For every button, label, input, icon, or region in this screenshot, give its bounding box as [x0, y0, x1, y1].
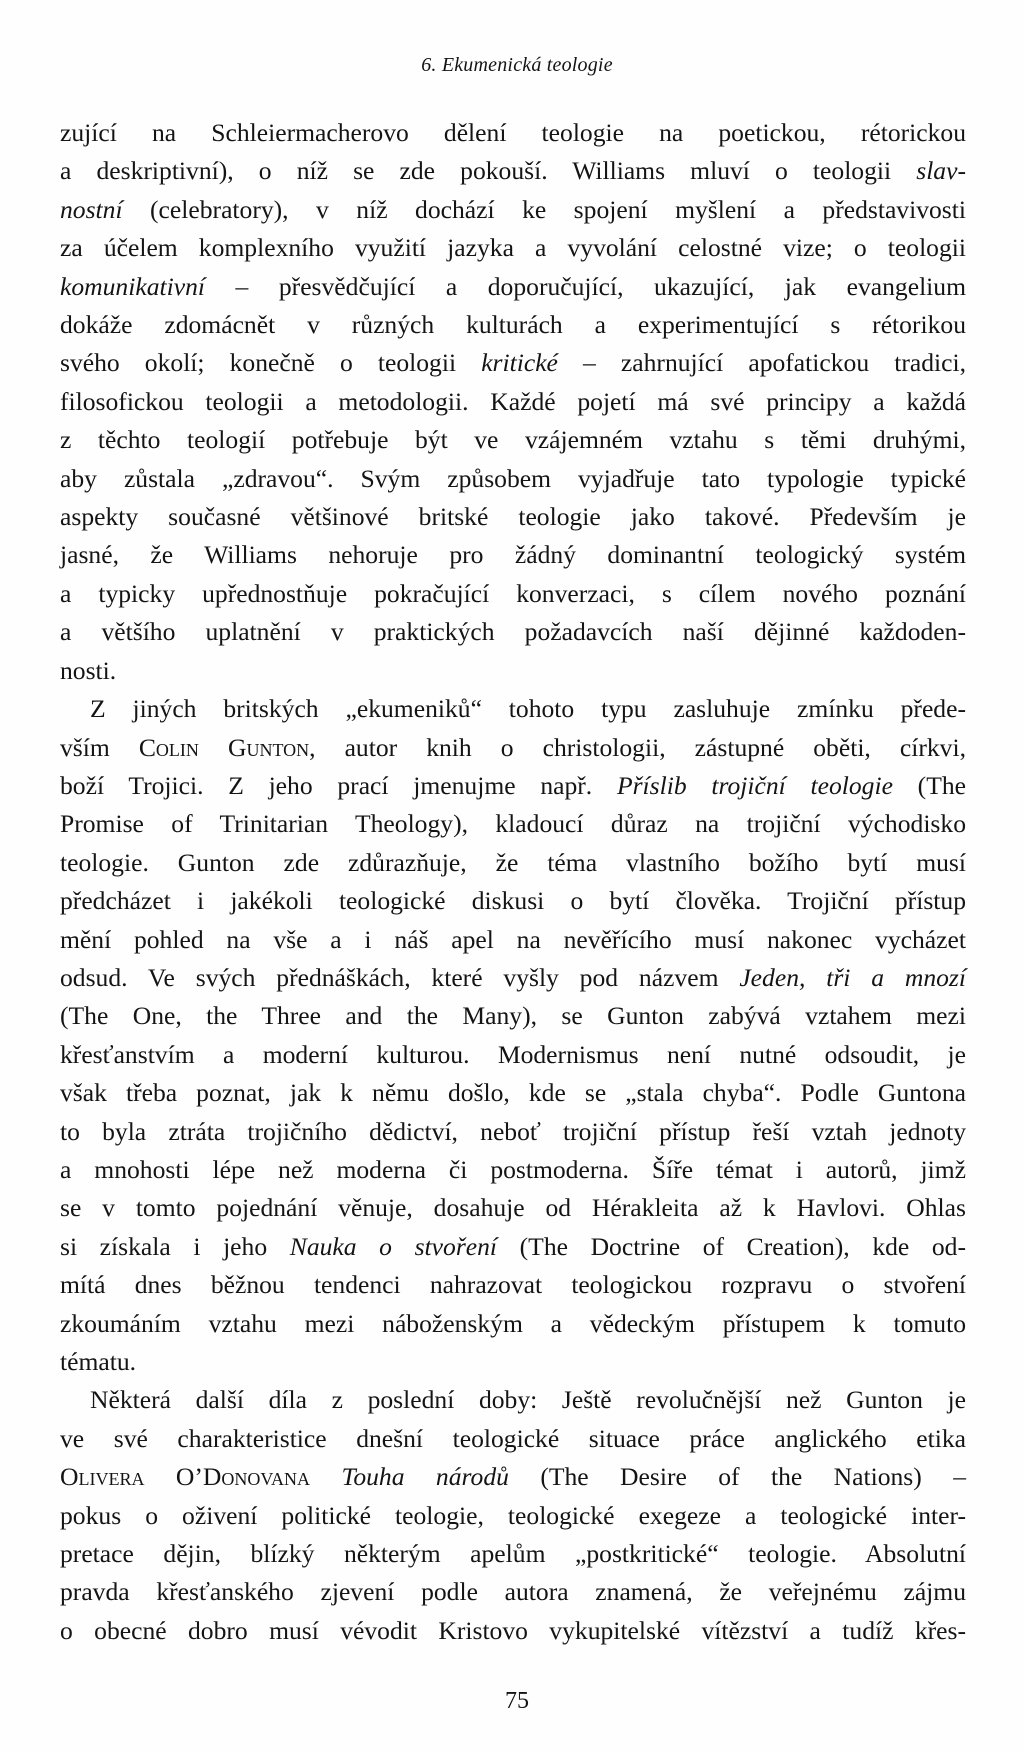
text-line: předcházet i jakékoli teologické diskusi o bytí člověka. Trojiční přístup [60, 886, 966, 916]
text-line: mění pohled na vše a i náš apel na nevěřícího musí nakonec vycházet [60, 924, 966, 954]
running-head: 6. Ekumenická teologie [421, 54, 613, 76]
text-line: mítá dnes běžnou tendenci nahrazovat teologickou rozpravu o stvoření [60, 1270, 966, 1300]
text-run: odsud. Ve svých přednáškách, které vyšly pod názvem [60, 962, 740, 992]
text-line: z těchto teologií potřebuje být ve vzájemném vztahu s těmi druhými, [60, 425, 966, 455]
text-line [60, 729, 966, 767]
text-line: a mnohosti lépe než moderna či postmoderna. Šíře témat i autorů, jimž [60, 1154, 966, 1184]
text-line: pretace dějin, blízký některým apelům „postkritické“ teologie. Absolutní [60, 1539, 966, 1569]
text-line [60, 767, 966, 805]
text-line: filosofickou teologii a metodologii. Každé pojetí má své principy a každá [60, 386, 966, 416]
text-line: zkoumáním vztahu mezi náboženským a vědeckým přístupem k tomuto [60, 1308, 966, 1338]
text-run: (The Doctrine of Creation), kde od- [497, 1231, 966, 1261]
body-text [60, 114, 966, 1650]
text-line: křesťanstvím a moderní kulturou. Modernismus není nutné odsoudit, je [60, 1039, 966, 1069]
text-line [60, 152, 966, 190]
italic-term: nostní [60, 194, 123, 224]
italic-title: Příslib trojiční teologie [616, 770, 893, 800]
italic-title: Nauka o stvoření [289, 1231, 498, 1261]
text-run: si získala i jeho [60, 1231, 290, 1261]
text-line: za účelem komplexního využití jazyka a vyvolání celostné vize; o teologii [60, 233, 966, 263]
italic-term: komunikativní [60, 271, 205, 301]
text-line: pravda křesťanského zjevení podle autora znamená, že veřejnému zájmu [60, 1577, 966, 1607]
text-run: (celebratory), v níž dochází ke spojení myšlení a představivosti [122, 194, 966, 224]
italic-title: Jeden, tři a mnozí [739, 962, 966, 992]
text-run: boží Trojici. Z jeho prací jmenujme např. [60, 770, 617, 800]
text-line [60, 1458, 966, 1496]
text-run: a deskriptivní), o níž se zde pokouší. Williams mluví o teologii [60, 156, 917, 186]
text-line: se v tomto pojednání věnuje, dosahuje od Hérakleita až k Havlovi. Ohlas [60, 1193, 966, 1223]
text-line: a typicky upřednostňuje pokračující konverzaci, s cílem nového poznání [60, 578, 966, 608]
text-line [60, 344, 966, 382]
text-line: aspekty současné většinové britské teologie jako takové. Především je [60, 502, 966, 532]
paragraph-3 [60, 1381, 966, 1650]
text-line: to byla ztráta trojičního dědictví, neboť trojiční přístup řeší vztah jednoty [60, 1116, 966, 1146]
text-line: ve své charakteristice dnešní teologické situace práce anglického etika [60, 1423, 966, 1453]
text-line [60, 191, 966, 229]
italic-term: slav- [916, 156, 966, 186]
text-line [60, 1228, 966, 1266]
author-name: Colin Gunton [138, 732, 310, 762]
text-line: teologie. Gunton zde zdůrazňuje, že téma vlastního božího bytí musí [60, 847, 966, 877]
italic-title: Touha národů [341, 1462, 509, 1492]
text-line [60, 268, 966, 306]
text-line: zující na Schleiermacherovo dělení teologie na poetickou, rétorickou [60, 118, 966, 147]
text-line: o obecné dobro musí vévodit Kristovo vykupitelské vítězství a tudíž křes- [60, 1615, 966, 1645]
text-line: aby zůstala „zdravou“. Svým způsobem vyjadřuje tato typologie typické [60, 463, 966, 493]
paragraph-1 [60, 114, 966, 690]
text-run: , autor knih o christologii, zástupné oběti, církvi, [309, 732, 966, 762]
text-run: svého okolí; konečně o teologii [60, 348, 482, 378]
text-line: nosti. [60, 655, 117, 685]
text-line: Z jiných britských „ekumeniků“ tohoto typu zasluhuje zmínku přede- [90, 694, 966, 724]
page-number: 75 [505, 1688, 529, 1714]
text-line: dokáže zdomácnět v různých kulturách a experimentující s rétorikou [60, 310, 966, 340]
text-line: tématu. [60, 1347, 137, 1376]
paragraph-2 [60, 690, 966, 1381]
text-line: jasné, že Williams nehoruje pro žádný dominantní teologický systém [60, 540, 966, 570]
text-line: a většího uplatnění v praktických požadavcích naší dějinné každoden- [60, 617, 966, 647]
text-run: vším [60, 732, 139, 762]
text-line: (The One, the Three and the Many), se Gunton zabývá vztahem mezi [60, 1001, 966, 1031]
text-line: Některá další díla z poslední doby: Ještě revolučnější než Gunton je [90, 1385, 966, 1415]
text-run: – zahrnující apofatickou tradici, [557, 348, 967, 378]
text-line: však třeba poznat, jak k němu došlo, kde se „stala chyba“. Podle Guntona [60, 1078, 966, 1108]
italic-term: kritické [481, 348, 558, 378]
text-line: Promise of Trinitarian Theology), kladoucí důraz na trojiční východisko [60, 809, 966, 839]
text-run: (The [892, 770, 966, 800]
text-run: (The Desire of the Nations) – [508, 1462, 966, 1492]
text-line [60, 959, 966, 997]
text-run: – přesvědčující a doporučující, ukazující, jak evangelium [205, 271, 966, 301]
author-name: Olivera O’Donovana [60, 1462, 311, 1492]
text-line: pokus o oživení politické teologie, teologické exegeze a teologické inter- [60, 1500, 966, 1530]
